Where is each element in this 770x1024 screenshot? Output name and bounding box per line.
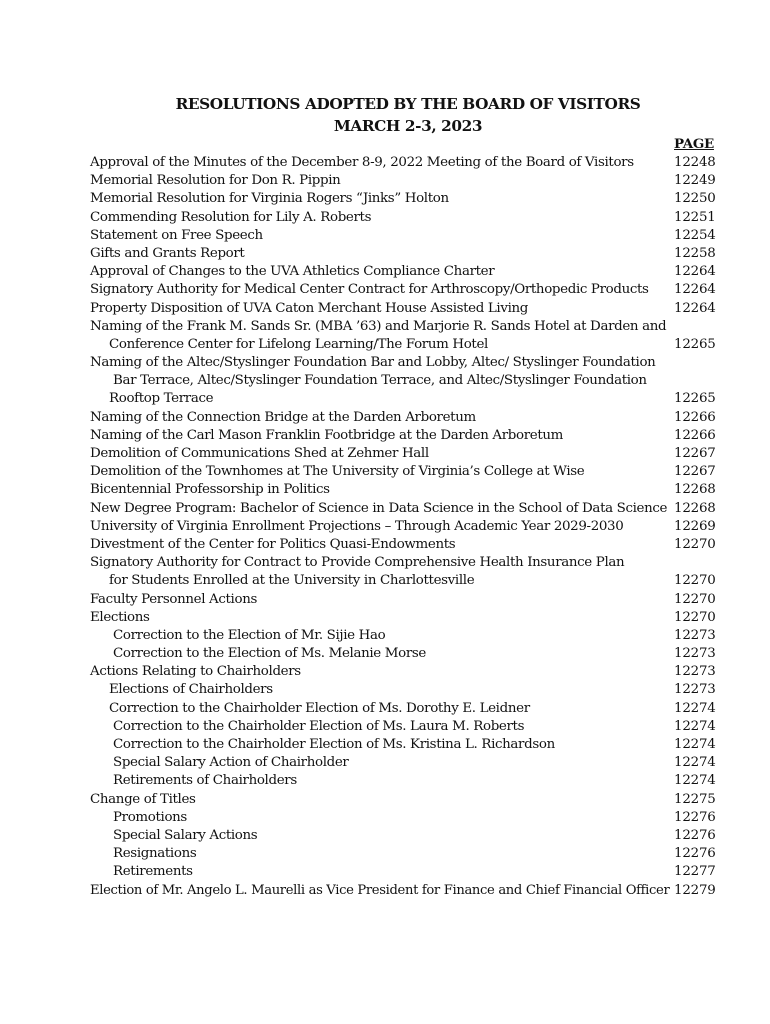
toc-page-number: 12274 xyxy=(674,773,716,789)
toc-entry-text: Gifts and Grants Report xyxy=(90,245,245,261)
toc-entry-text: New Degree Program: Bachelor of Science in Data Science in the School of Data Science xyxy=(90,500,668,516)
toc-line xyxy=(90,354,720,372)
toc-page-number: 12277 xyxy=(674,864,716,880)
toc-page-number: 12265 xyxy=(674,336,716,352)
toc-line xyxy=(90,554,720,572)
toc-line xyxy=(90,754,720,772)
toc-line xyxy=(90,827,720,845)
toc-entry-text: Correction to the Chairholder Election of Ms. Dorothy E. Leidner xyxy=(109,700,530,716)
document-title-line-1: RESOLUTIONS ADOPTED BY THE BOARD OF VISITORS xyxy=(175,95,641,113)
toc-line xyxy=(90,172,720,190)
toc-line xyxy=(90,390,720,408)
toc-line xyxy=(90,772,720,790)
toc-page-number: 12276 xyxy=(674,809,716,825)
toc-line xyxy=(90,591,720,609)
toc-entry-text: Elections xyxy=(90,609,150,625)
toc-entry-text: Naming of the Frank M. Sands Sr. (MBA ’63) and Marjorie R. Sands Hotel at Darden and xyxy=(90,318,667,334)
toc-page-number: 12274 xyxy=(674,755,716,771)
toc-page-number: 12254 xyxy=(674,227,716,243)
toc-line xyxy=(90,663,720,681)
toc-entry-text: Conference Center for Lifelong Learning/The Forum Hotel xyxy=(109,336,488,352)
toc-line xyxy=(90,645,720,663)
toc-line xyxy=(90,681,720,699)
toc-page-number: 12268 xyxy=(674,482,716,498)
toc-page-number: 12276 xyxy=(674,827,716,843)
toc-page-number: 12264 xyxy=(674,264,716,280)
toc-entry-text: Approval of Changes to the UVA Athletics Compliance Charter xyxy=(90,264,495,280)
toc-entry-text: Elections of Chairholders xyxy=(109,682,273,698)
toc-line xyxy=(90,536,720,554)
toc-page-number: 12264 xyxy=(674,300,716,316)
toc-entry-text: Memorial Resolution for Virginia Rogers “Jinks” Holton xyxy=(90,191,449,207)
toc-line xyxy=(90,409,720,427)
toc-page-number: 12276 xyxy=(674,846,716,862)
toc-line xyxy=(90,336,720,354)
toc-entry-text: Faculty Personnel Actions xyxy=(90,591,257,607)
toc-line xyxy=(90,500,720,518)
toc-entry-text: Election of Mr. Angelo L. Maurelli as Vice President for Finance and Chief Financial Officer xyxy=(90,882,670,898)
toc-entry-text: Resignations xyxy=(113,846,197,862)
toc-page-number: 12250 xyxy=(674,191,716,207)
toc-line xyxy=(90,809,720,827)
toc-line xyxy=(90,627,720,645)
toc-line xyxy=(90,572,720,590)
toc-entry-text: Retirements of Chairholders xyxy=(113,773,297,789)
toc-entry-text: Naming of the Carl Mason Franklin Footbridge at the Darden Arboretum xyxy=(90,427,564,443)
toc-line xyxy=(90,318,720,336)
toc-line xyxy=(90,227,720,245)
toc-page-number: 12269 xyxy=(674,518,716,534)
toc-entry-text: Naming of the Altec/Styslinger Foundation Bar and Lobby, Altec/ Styslinger Foundation xyxy=(90,355,656,371)
toc-entry-text: Correction to the Election of Ms. Melanie Morse xyxy=(113,646,426,662)
toc-page-number: 12273 xyxy=(674,627,716,643)
toc-entry-text: Actions Relating to Chairholders xyxy=(90,664,301,680)
toc-entry-text: Naming of the Connection Bridge at the Darden Arboretum xyxy=(90,409,476,425)
toc-page-number: 12266 xyxy=(674,427,716,443)
toc-entry-text: Retirements xyxy=(113,864,193,880)
toc-page-number: 12248 xyxy=(674,155,716,170)
toc-page-number: 12270 xyxy=(674,609,716,625)
toc-line xyxy=(90,700,720,718)
toc-page-number: 12251 xyxy=(674,209,716,225)
toc-line xyxy=(90,845,720,863)
toc-entry-text: Commending Resolution for Lily A. Roberts xyxy=(90,209,372,225)
toc-entry-text: Rooftop Terrace xyxy=(109,391,214,407)
toc-entry-text: Correction to the Chairholder Election of Ms. Laura M. Roberts xyxy=(113,718,525,734)
toc-entry-text: Correction to the Election of Mr. Sijie Hao xyxy=(113,627,386,643)
toc-page-number: 12267 xyxy=(674,446,716,461)
toc-page-number: 12273 xyxy=(674,664,716,680)
toc-entry-text: Signatory Authority for Contract to Provide Comprehensive Health Insurance Plan xyxy=(90,555,625,571)
toc-page-number: 12279 xyxy=(674,882,716,898)
toc-page-number: 12270 xyxy=(674,591,716,607)
toc-page-number: 12270 xyxy=(674,573,716,589)
toc-line xyxy=(90,445,720,463)
toc-page-number: 12275 xyxy=(674,791,716,807)
toc-line xyxy=(90,882,720,900)
toc-page-number: 12270 xyxy=(674,536,716,552)
toc-line xyxy=(90,518,720,536)
toc-page-number: 12267 xyxy=(674,464,716,480)
toc-line xyxy=(90,154,720,172)
toc-entry-text: Promotions xyxy=(113,809,187,825)
toc-page-number: 12264 xyxy=(674,282,716,298)
toc-page-number: 12268 xyxy=(674,500,716,516)
toc-entry-text: Memorial Resolution for Don R. Pippin xyxy=(90,173,341,189)
toc-line xyxy=(90,463,720,481)
toc-line xyxy=(90,736,720,754)
toc-page-number: 12249 xyxy=(674,173,716,189)
toc-entry-text: Statement on Free Speech xyxy=(90,227,263,243)
toc-line xyxy=(90,481,720,499)
toc-page-number: 12274 xyxy=(674,700,716,716)
toc-page-number: 12258 xyxy=(674,245,716,261)
toc-line xyxy=(90,281,720,299)
toc-page-number: 12265 xyxy=(674,391,716,407)
toc-line xyxy=(90,791,720,809)
toc-line xyxy=(90,190,720,208)
toc-entry-text: Bar Terrace, Altec/Styslinger Foundation Terrace, and Altec/Styslinger Foundation xyxy=(113,373,647,389)
toc-entry-text: University of Virginia Enrollment Projections – Through Academic Year 2029-2030 xyxy=(90,518,624,534)
toc-line xyxy=(90,209,720,227)
document-title-line-2: MARCH 2-3, 2023 xyxy=(333,117,483,135)
toc-entry-text: Demolition of Communications Shed at Zehmer Hall xyxy=(90,446,429,461)
toc-entry-text: Demolition of the Townhomes at The University of Virginia’s College at Wise xyxy=(90,464,585,480)
toc-entry-text: for Students Enrolled at the University in Charlottesville xyxy=(109,573,475,589)
page-column-header: PAGE xyxy=(674,136,714,152)
toc-entry-text: Property Disposition of UVA Caton Merchant House Assisted Living xyxy=(90,300,529,316)
toc-entry-text: Signatory Authority for Medical Center Contract for Arthroscopy/Orthopedic Products xyxy=(90,282,649,298)
toc-line xyxy=(90,609,720,627)
toc-line xyxy=(90,718,720,736)
toc-page-number: 12274 xyxy=(674,718,716,734)
toc-page-number: 12273 xyxy=(674,646,716,662)
toc-page-number: 12274 xyxy=(674,737,716,752)
toc-line xyxy=(90,263,720,281)
toc-line xyxy=(90,372,720,390)
toc-line xyxy=(90,863,720,881)
toc-entry-text: Special Salary Actions xyxy=(113,827,258,843)
toc-entry-text: Correction to the Chairholder Election of Ms. Kristina L. Richardson xyxy=(113,737,555,752)
toc-line xyxy=(90,300,720,318)
toc-entry-text: Approval of the Minutes of the December 8-9, 2022 Meeting of the Board of Visitors xyxy=(90,155,634,170)
toc-entry-text: Change of Titles xyxy=(90,791,196,807)
toc-entry-text: Bicentennial Professorship in Politics xyxy=(90,482,330,498)
toc-page-number: 12273 xyxy=(674,682,716,698)
toc-line xyxy=(90,427,720,445)
table-of-contents xyxy=(90,154,720,900)
toc-line xyxy=(90,245,720,263)
toc-page-number: 12266 xyxy=(674,409,716,425)
toc-entry-text: Divestment of the Center for Politics Quasi-Endowments xyxy=(90,536,456,552)
toc-entry-text: Special Salary Action of Chairholder xyxy=(113,755,349,771)
